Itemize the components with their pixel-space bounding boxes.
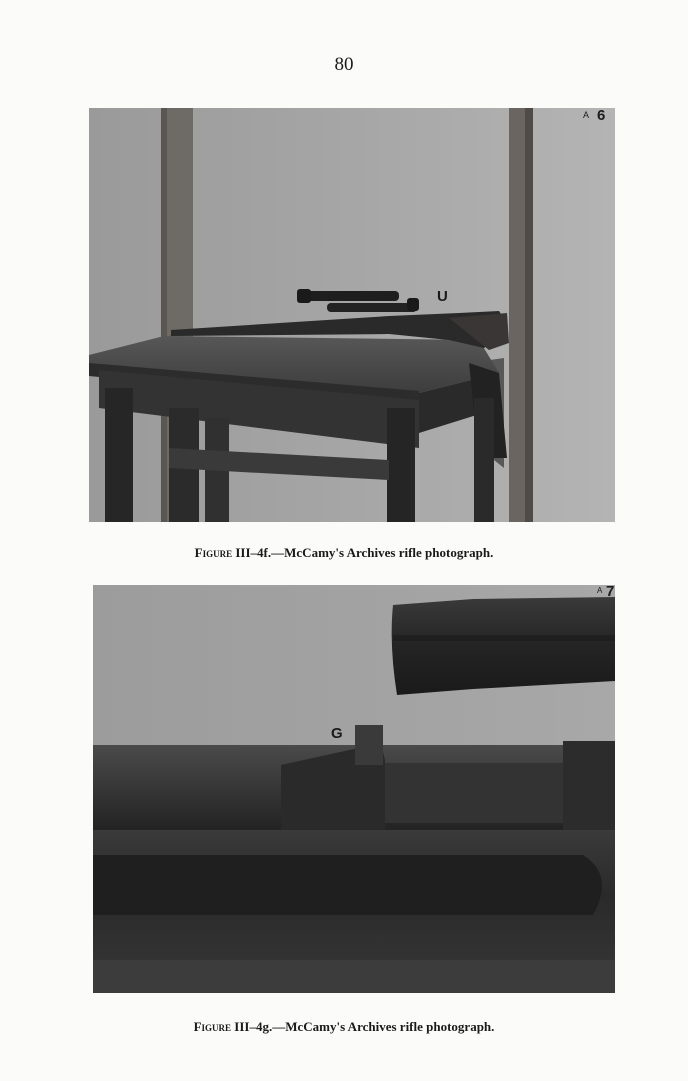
label-marker-u: U (437, 288, 448, 305)
corner-mark: A (583, 110, 590, 120)
caption-label: Figure (194, 545, 233, 560)
corner-number: 7 (606, 585, 615, 600)
caption-number: III–4g. (234, 1019, 273, 1034)
rifle-on-table-image (89, 108, 615, 522)
corner-mark: A (597, 586, 603, 595)
caption-label: Figure (193, 1019, 232, 1034)
page-number: 80 (334, 54, 354, 75)
label-marker-g: G (331, 725, 343, 742)
rifle-closeup-image (93, 585, 615, 993)
figure-rifle-closeup-photo (93, 585, 615, 993)
caption-text: —McCamy's Archives rifle photograph. (271, 545, 494, 560)
caption-text: —McCamy's Archives rifle photograph. (272, 1019, 495, 1034)
corner-number: 6 (597, 108, 606, 124)
caption-number: III–4f. (235, 545, 272, 560)
figure-caption (0, 1019, 688, 1035)
figure-rifle-on-table-photo (89, 108, 615, 522)
figure-caption (0, 545, 688, 561)
